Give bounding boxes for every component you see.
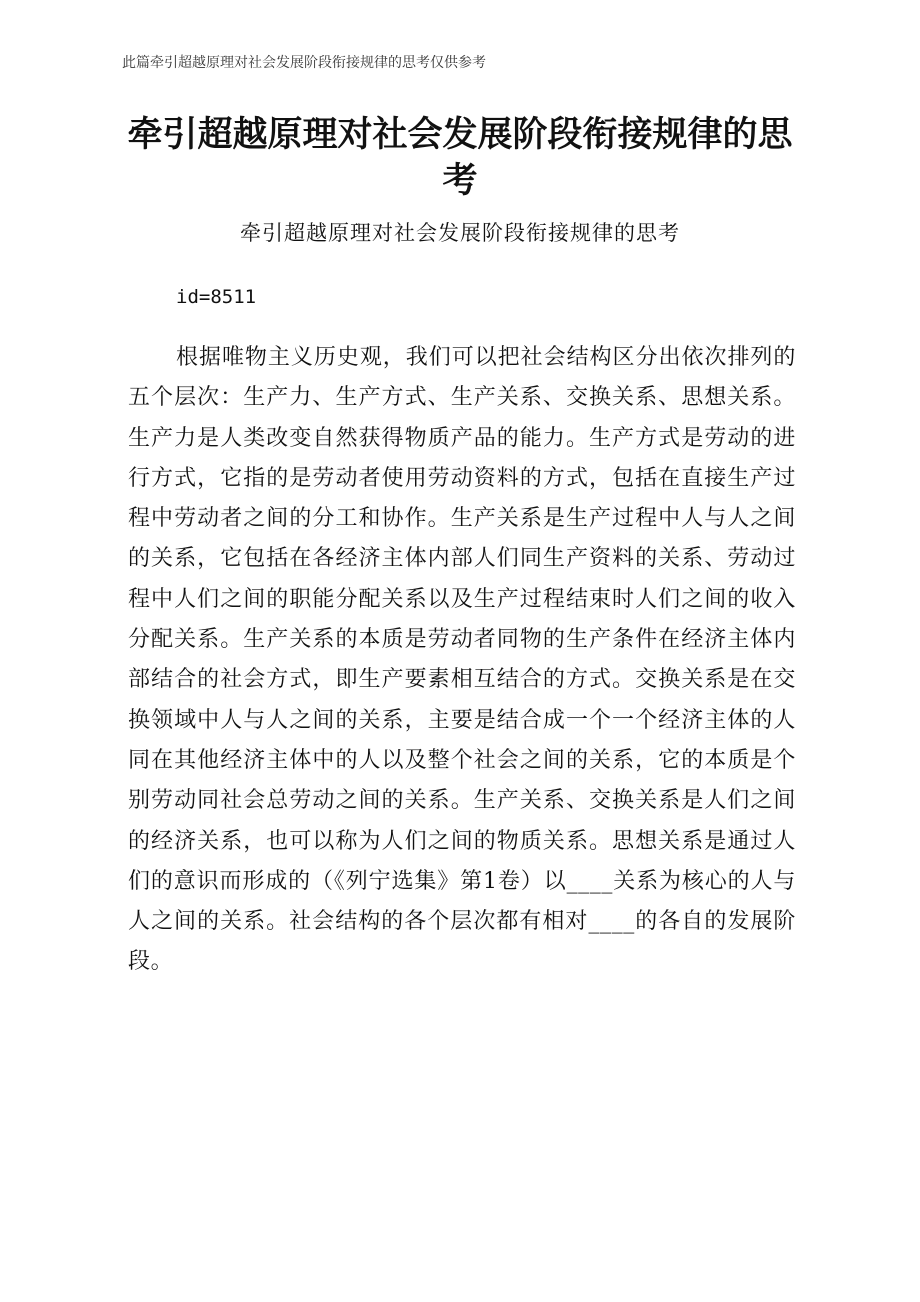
- document-id: id=8511: [176, 286, 257, 308]
- subtitle: 牵引超越原理对社会发展阶段衔接规律的思考: [240, 221, 680, 245]
- body-paragraph: 根据唯物主义历史观，我们可以把社会结构区分出依次排列的五个层次：生产力、生产方式、生产关系、交换关系、思想关系。生产力是人类改变自然获得物质产品的能力。生产方式是劳动的进行方式，它指的是劳动者使用劳动资料的方式，包括在直接生产过程中劳动者之间的分工和协作。生产关系是生产过程中人与人之间的关系，它包括在各经济主体内部人们同生产资料的关系、劳动过程中人们之间的职能分配关系以及生产过程结束时人们之间的收入分配关系。生产关系的本质是劳动者同物的生产条件在经济主体内部结合的社会方式，即生产要素相互结合的方式。交换关系是在交换领域中人与人之间的关系，主要是结合成一个一个经济主体的人同在其他经济主体中的人以及整个社会之间的关系，它的本质是个别劳动同社会总劳动之间的关系。生产关系、交换关系是人们之间的经济关系，也可以称为人们之间的物质关系。思想关系是通过人们的意识而形成的（《列宁选集》第1卷）以____关系为核心的人与人之间的关系。社会结构的各个层次都有相对____的各自的发展阶段。: [128, 345, 796, 975]
- header-note: 此篇牵引超越原理对社会发展阶段衔接规律的思考仅供参考: [122, 55, 486, 71]
- page-title: 牵引超越原理对社会发展阶段衔接规律的思考: [127, 115, 793, 201]
